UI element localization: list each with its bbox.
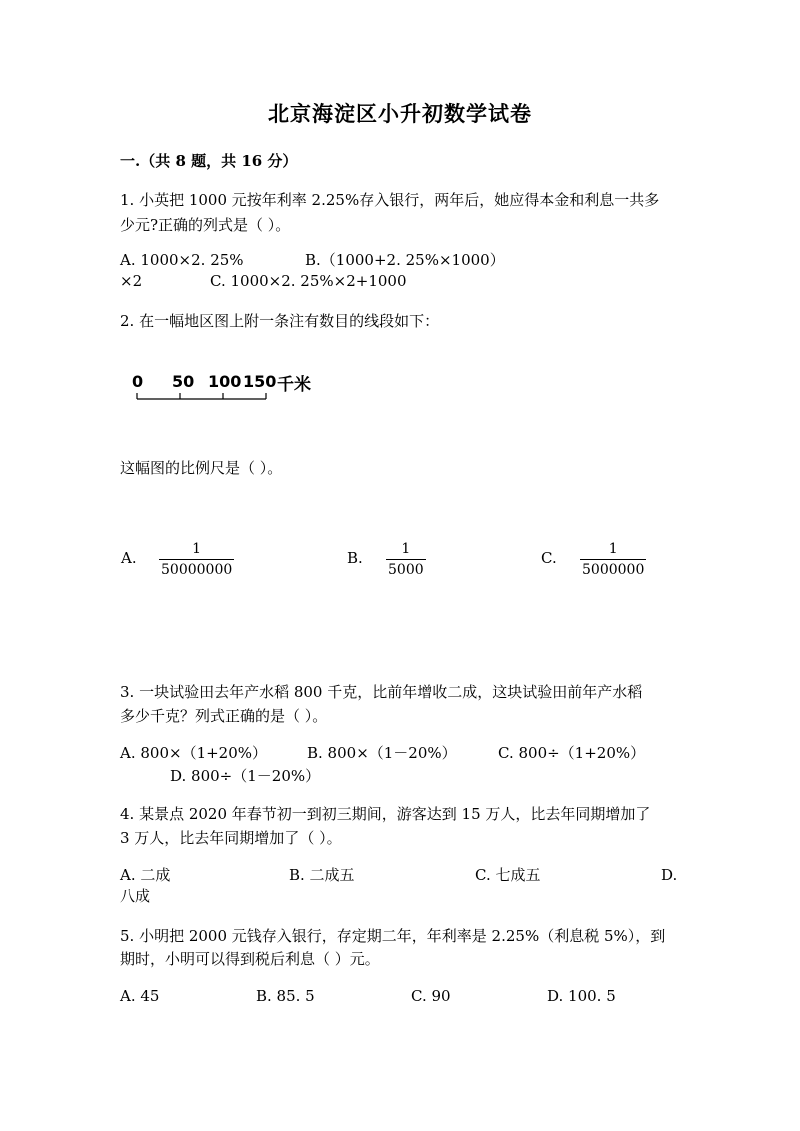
q5-option-a: A. 45 xyxy=(120,987,160,1005)
q2-option-a-numerator: 1 xyxy=(192,541,202,557)
q4-option-d-continued: 八成 xyxy=(120,887,151,905)
q1-option-a: A. 1000×2. 25% xyxy=(120,251,244,269)
q5-option-c: C. 90 xyxy=(411,987,451,1005)
fraction-bar xyxy=(159,559,234,560)
section-heading: 一.（共 8 题，共 16 分） xyxy=(120,152,298,170)
scale-label-150: 150 xyxy=(243,372,277,391)
q3-option-d: D. 800÷（1－20%） xyxy=(170,767,321,785)
q4-option-d: D. xyxy=(661,866,678,884)
q5-text-line1: 5. 小明把 2000 元钱存入银行，存定期二年，年利率是 2.25%（利息税 5%），到 xyxy=(120,927,666,945)
q2-option-a-denominator: 50000000 xyxy=(161,562,233,578)
q2-text-line1: 2. 在一幅地区图上附一条注有数目的线段如下： xyxy=(120,312,440,330)
q2-option-b-label: B. xyxy=(347,549,363,567)
q5-option-d: D. 100. 5 xyxy=(547,987,616,1005)
q3-text-line2: 多少千克？列式正确的是（ ）。 xyxy=(120,707,328,725)
fraction-bar xyxy=(580,559,646,560)
q2-option-a-fraction xyxy=(159,540,234,579)
q2-option-b-denominator: 5000 xyxy=(388,562,424,578)
q2-option-b-fraction xyxy=(386,540,426,579)
q4-text-line2: 3 万人，比去年同期增加了（ ）。 xyxy=(120,829,342,847)
q1-option-c: C. 1000×2. 25%×2+1000 xyxy=(210,272,407,290)
q5-text-line2: 期时，小明可以得到税后利息（ ）元。 xyxy=(120,950,380,968)
q1-option-b-continued: ×2 xyxy=(120,272,143,290)
q3-option-c: C. 800÷（1+20%） xyxy=(498,744,646,762)
q2-question: 这幅图的比例尺是（ ）。 xyxy=(120,459,283,477)
scale-bar xyxy=(130,368,330,408)
q1-text-line1: 1. 小英把 1000 元按年利率 2.25%存入银行，两年后，她应得本金和利息一共多 xyxy=(120,191,660,209)
scale-label-0: 0 xyxy=(132,372,144,391)
q2-option-c-fraction xyxy=(580,540,646,579)
q4-option-b: B. 二成五 xyxy=(289,866,355,884)
scale-label-100: 100 xyxy=(208,372,242,391)
q3-option-b: B. 800×（1－20%） xyxy=(307,744,457,762)
scale-label-50: 50 xyxy=(172,372,195,391)
scale-line xyxy=(130,390,270,402)
scale-unit: 千米 xyxy=(277,375,311,395)
fraction-bar xyxy=(386,559,426,560)
q4-option-a: A. 二成 xyxy=(120,866,171,884)
q3-text-line1: 3. 一块试验田去年产水稻 800 千克，比前年增收二成，这块试验田前年产水稻 xyxy=(120,683,643,701)
page-title: 北京海淀区小升初数学试卷 xyxy=(268,101,532,126)
q2-option-c-denominator: 5000000 xyxy=(582,562,645,578)
q3-option-a: A. 800×（1+20%） xyxy=(120,744,268,762)
q1-option-b: B.（1000+2. 25%×1000） xyxy=(305,251,505,269)
q4-option-c: C. 七成五 xyxy=(475,866,541,884)
q1-text-line2: 少元?正确的列式是（ ）。 xyxy=(120,216,291,234)
q5-option-b: B. 85. 5 xyxy=(256,987,315,1005)
q2-option-c-label: C. xyxy=(541,549,557,567)
q4-text-line1: 4. 某景点 2020 年春节初一到初三期间，游客达到 15 万人，比去年同期增加了 xyxy=(120,805,651,823)
q2-option-b-numerator: 1 xyxy=(401,541,411,557)
q2-option-c-numerator: 1 xyxy=(608,541,618,557)
q2-option-a-label: A. xyxy=(121,549,137,567)
